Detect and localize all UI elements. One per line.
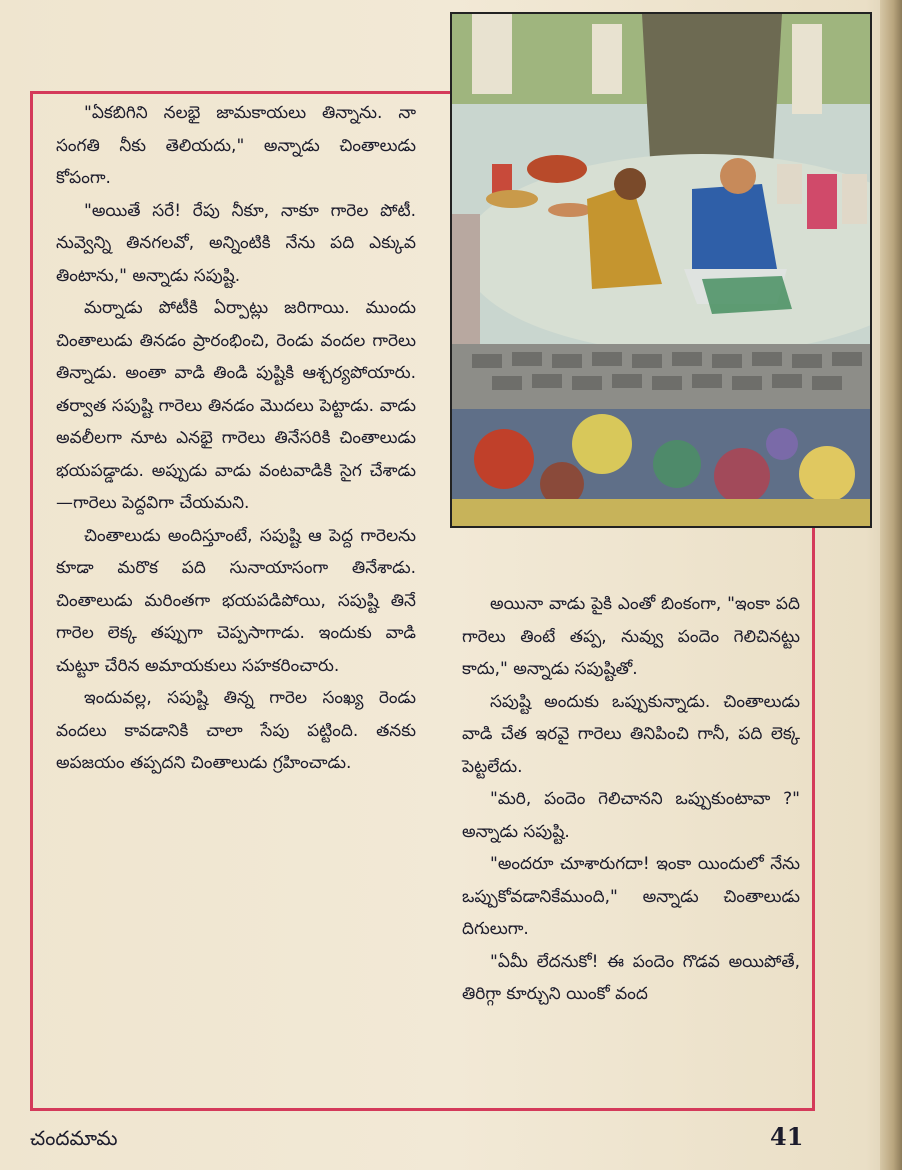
paragraph: సపుష్టి అందుకు ఒప్పుకున్నాడు. చింతాలుడు వాడి చేత ఇరవై గారెలు తినిపించి గానీ, పది లెక్క పెట్టలేదు. bbox=[462, 691, 800, 777]
paragraph: "ఏకబిగిని నలభై జామకాయలు తిన్నాను. నా సంగతి నీకు తెలియదు," అన్నాడు చింతాలుడు కోపంగా. bbox=[56, 103, 416, 188]
paragraph: "మరి, పందెం గెలిచానని ఒప్పుకుంటావా ?" అన్నాడు సపుష్టి. bbox=[462, 789, 800, 842]
paragraph: చింతాలుడు అందిస్తూంటే, సపుష్టి ఆ పెద్ద గారెలను కూడా మరొక పది సునాయాసంగా తినేశాడు. చింతాలుడు మరింతగా భయపడిపోయి, సపుష్టి తినే గారెల లెక్క తప్పుగా చెప్పసాగాడు. ఇందుకు వాడి చుట్టూ చేరిన అమాయకులు సహకరించారు. bbox=[56, 525, 416, 676]
paragraph: అయినా వాడు పైకి ఎంతో బింకంగా, "ఇంకా పది గారెలు తింటే తప్ప, నువ్వు పందెం గెలిచినట్టు కాదు," అన్నాడు సపుష్టితో. bbox=[462, 594, 800, 679]
paragraph: మర్నాడు పోటీకి ఏర్పాట్లు జరిగాయి. ముందు చింతాలుడు తినడం ప్రారంభించి, రెండు వందల గారెలు తిన్నాడు. అంతా వాడి తిండి పుష్టికి ఆశ్చర్యపోయారు. తర్వాత సపుష్టి గారెలు తినడం మొదలు పెట్టాడు. వాడు అవలీలగా నూట ఎనభై గారెలు తినేసరికి చింతాలుడు భయపడ్డాడు. అప్పుడు వాడు వంటవాడికి సైగ చేశాడు—గారెలు పెద్దవిగా చేయమని. bbox=[56, 298, 416, 513]
left-text-column bbox=[56, 97, 416, 780]
page-spine-shadow bbox=[880, 0, 902, 1170]
page-number: 41 bbox=[770, 1122, 804, 1151]
paragraph: "అందరూ చూశారుగదా! ఇంకా యిందులో నేను ఒప్పుకోవడానికేముంది," అన్నాడు చింతాలుడు దిగులుగా. bbox=[462, 854, 800, 939]
paragraph: "ఏమీ లేదనుకో! ఈ పందెం గొడవ అయిపోతే, తిరిగ్గా కూర్చుని యింకో వంద bbox=[462, 951, 800, 1004]
magazine-name: చందమామ bbox=[30, 1126, 118, 1150]
right-text-column bbox=[462, 588, 800, 1011]
paragraph: ఇందువల్ల, సపుష్టి తిన్న గారెల సంఖ్య రెండు వందలు కావడానికి చాలా సేపు పట్టింది. తనకు అపజయం తప్పదని చింతాలుడు గ్రహించాడు. bbox=[56, 688, 416, 773]
paragraph: "అయితే సరే! రేపు నీకూ, నాకూ గారెల పోటీ. నువ్వెన్ని తినగలవో, అన్నింటికి నేను పది ఎక్కువ తింటాను," అన్నాడు సపుష్టి. bbox=[56, 200, 416, 286]
story-illustration bbox=[450, 12, 872, 528]
